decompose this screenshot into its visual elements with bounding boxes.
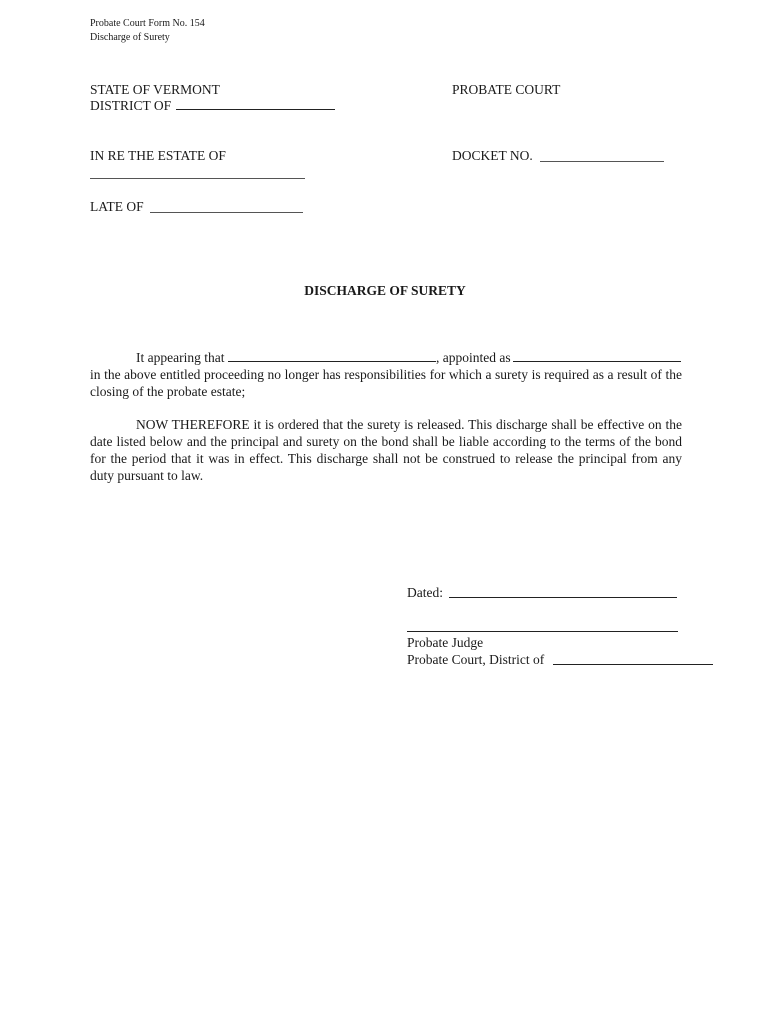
estate-label: IN RE THE ESTATE OF: [90, 148, 226, 163]
judge-signature-line[interactable]: [407, 631, 678, 632]
judge-label: Probate Judge: [407, 635, 484, 650]
order-paragraph: NOW THEREFORE it is ordered that the surety is released. This discharge shall be effective on the date listed below and the principal and surety on the bond shall be liable according to the terms of the bond for the period that it was in effect. This discharge shall not be construed to release the principal from any duty pursuant to law.: [90, 417, 682, 483]
late-of-field[interactable]: [150, 212, 303, 213]
dated-label: Dated:: [407, 585, 443, 600]
court-district-field[interactable]: [553, 664, 713, 665]
docket-field[interactable]: [540, 161, 664, 162]
appearing-paragraph-rest: in the above entitled proceeding no longer has responsibilities for which a surety is required as a result of the closing of the probate estate;: [90, 367, 682, 399]
district-field[interactable]: [176, 109, 335, 110]
document-title: DISCHARGE OF SURETY: [304, 283, 466, 298]
appointed-as-label: , appointed as: [436, 350, 511, 365]
court-label: PROBATE COURT: [452, 82, 561, 97]
appearing-name-field[interactable]: [228, 361, 436, 362]
appearing-prefix: It appearing that: [136, 350, 225, 365]
district-label: DISTRICT OF: [90, 98, 172, 113]
late-of-label: LATE OF: [90, 199, 144, 214]
form-name: Discharge of Surety: [90, 32, 170, 43]
docket-label: DOCKET NO.: [452, 148, 533, 163]
state-label: STATE OF VERMONT: [90, 82, 220, 97]
form-number: Probate Court Form No. 154: [90, 18, 205, 29]
estate-name-field[interactable]: [90, 178, 305, 179]
court-district-label: Probate Court, District of: [407, 652, 545, 667]
dated-field[interactable]: [449, 597, 677, 598]
appointed-as-field[interactable]: [513, 361, 681, 362]
